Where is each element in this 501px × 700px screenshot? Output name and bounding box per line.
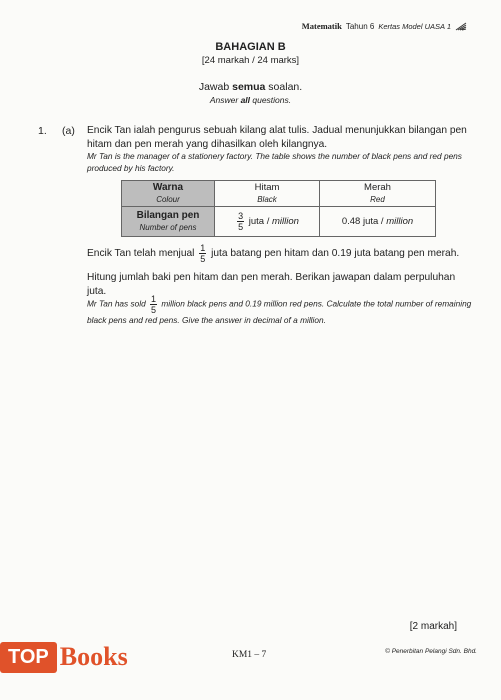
- instruction-ms: Jawab semua soalan.: [198, 81, 303, 93]
- copyright: © Penerbitan Pelangi Sdn. Bhd.: [385, 648, 477, 655]
- table-cell-black: $\frac{3}{5}$ juta / million: [215, 207, 320, 237]
- sold-fraction-en: $\frac{1}{5}$: [151, 294, 157, 315]
- section-marks: [24 markah / 24 marks]: [201, 55, 300, 66]
- instruction-en: Answer all questions.: [209, 95, 292, 105]
- pen-table: [121, 180, 436, 237]
- task-en: Mr Tan has sold $\frac{1}{5}$ million black pens and 0.19 million red pens. Calculate the total number of remaining black pens and red pens. Give the answer in decimal of a million.: [87, 294, 472, 325]
- sold-fraction: $\frac{1}{5}$: [200, 243, 206, 264]
- question-intro-en: Mr Tan is the manager of a stationery factory. The table shows the number of black pens and red pens produced by his factory.: [87, 151, 462, 173]
- question-intro-ms: Encik Tan ialah pengurus sebuah kilang alat tulis. Jadual menunjukkan bilangan pen hitam dan pen merah yang dihasilkan oleh kilangnya.: [87, 125, 467, 150]
- question-part: (a): [62, 125, 75, 137]
- header-subject: Matematik: [301, 21, 342, 31]
- marks-label: [2 markah]: [409, 621, 457, 632]
- section-title: BAHAGIAN B: [215, 41, 286, 53]
- header-grade: Tahun 6: [345, 21, 375, 31]
- black-fraction: $\frac{3}{5}$: [238, 211, 244, 232]
- table-header-colour: Warna Colour: [122, 181, 215, 207]
- task-ms: Encik Tan telah menjual $\frac{1}{5}$ juta batang pen hitam dan 0.19 juta batang pen merah.: [87, 243, 460, 264]
- table-cell-red: 0.48 juta / million: [320, 207, 436, 237]
- task-ms-2: Hitung jumlah baki pen hitam dan pen merah. Berikan jawapan dalam perpuluhan juta.: [87, 272, 456, 297]
- header-paper: Kertas Model UASA 1: [378, 21, 451, 31]
- table-header-black: Hitam Black: [215, 181, 320, 207]
- topbooks-logo: TOP Books: [0, 635, 128, 679]
- table-header-red: Merah Red: [320, 181, 436, 207]
- table-row-label: Bilangan pen Number of pens: [122, 207, 215, 237]
- question-number: 1.: [38, 125, 47, 137]
- running-header: [302, 21, 467, 31]
- signal-stripes-icon: [455, 22, 467, 31]
- page-number: KM1 – 7: [232, 650, 267, 660]
